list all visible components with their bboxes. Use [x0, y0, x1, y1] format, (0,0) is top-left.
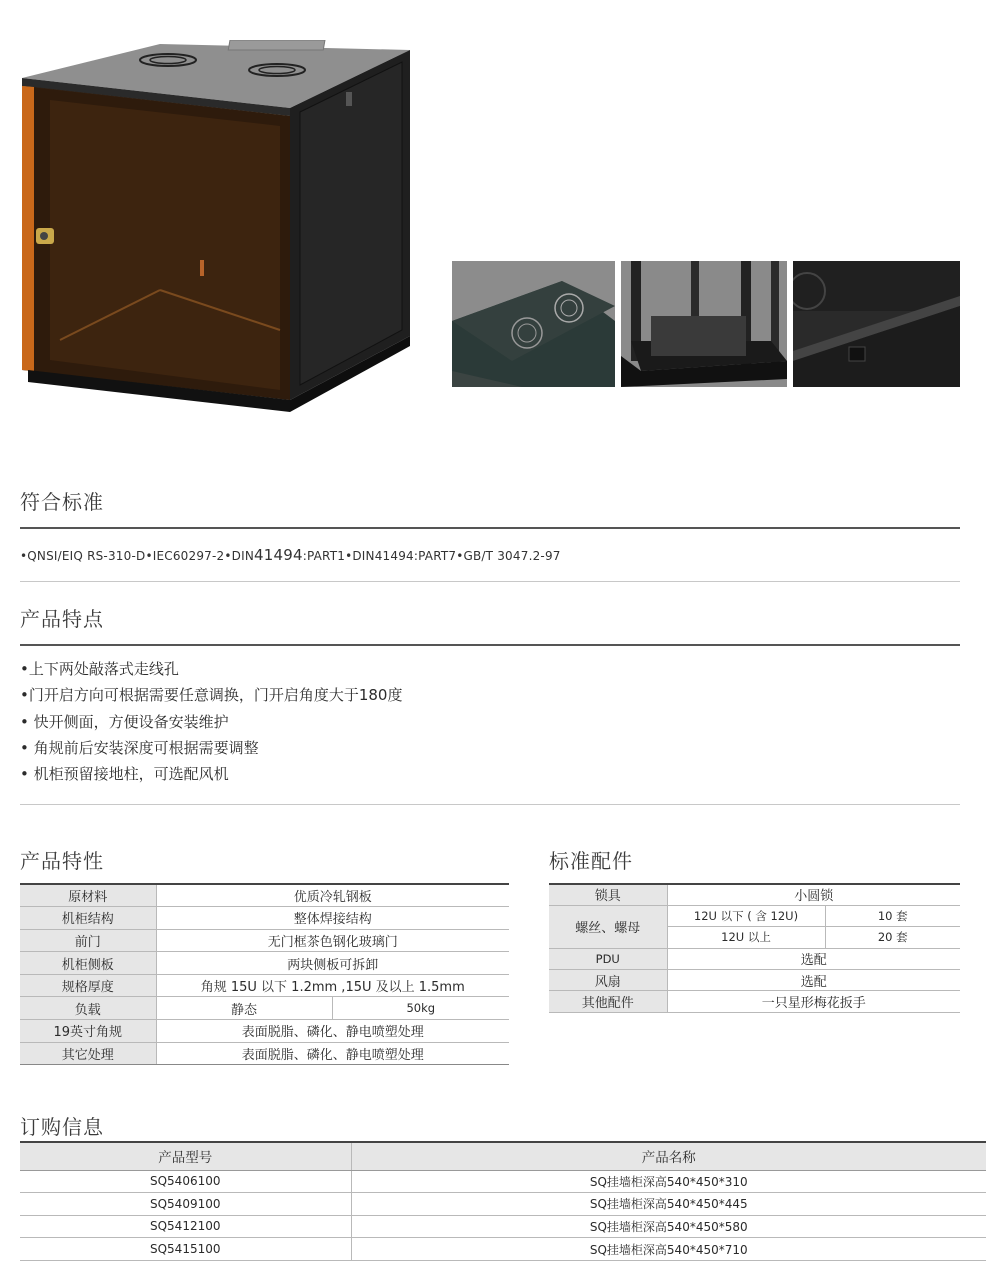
table-row [549, 970, 960, 991]
accessory-label: 锁具 [549, 884, 667, 905]
table-row [20, 952, 509, 975]
property-value: 角规 15U 以下 1.2mm ,15U 及以上 1.5mm [156, 974, 509, 997]
table-header-row [20, 1142, 986, 1170]
order-model: SQ5409100 [20, 1193, 351, 1216]
accessory-value: 小圆锁 [667, 884, 960, 905]
property-value: 表面脱脂、磷化、静电喷塑处理 [156, 1020, 509, 1043]
detail-image-frame [621, 261, 787, 387]
property-value: 优质冷轧钢板 [156, 884, 509, 907]
property-label: 原材料 [20, 884, 156, 907]
table-row [20, 1215, 986, 1238]
divider [20, 804, 960, 805]
property-value: 两块侧板可拆卸 [156, 952, 509, 975]
standards-text-a: •QNSI/EIQ RS-310-D•IEC60297-2•DIN [20, 549, 254, 563]
table-row [20, 884, 509, 907]
ordering-title: 订购信息 [20, 1115, 104, 1139]
order-model: SQ5406100 [20, 1170, 351, 1193]
column-header-model: 产品型号 [20, 1142, 351, 1170]
properties-table [20, 883, 509, 1065]
feature-item: • 快开侧面，方便设备安装维护 [20, 712, 229, 731]
detail-image-top-fans [452, 261, 615, 387]
feature-item: • 角规前后安装深度可根据需要调整 [20, 738, 259, 757]
accessory-value: 20 套 [825, 927, 960, 948]
order-model: SQ5412100 [20, 1215, 351, 1238]
order-model: SQ5415100 [20, 1238, 351, 1261]
standards-text-b: 41494 [254, 546, 303, 564]
table-row [20, 1193, 986, 1216]
order-name: SQ挂墙柜深高540*450*710 [351, 1238, 986, 1261]
accessory-value: 选配 [667, 970, 960, 991]
accessories-table [549, 883, 960, 1013]
standards-title: 符合标准 [20, 490, 104, 514]
accessory-label: PDU [549, 948, 667, 969]
cabinet-main-image [20, 40, 420, 420]
column-header-name: 产品名称 [351, 1142, 986, 1170]
property-value: 整体焊接结构 [156, 907, 509, 930]
table-row [549, 991, 960, 1012]
accessory-value: 一只星形梅花扳手 [667, 991, 960, 1012]
order-name: SQ挂墙柜深高540*450*580 [351, 1215, 986, 1238]
accessories-title: 标准配件 [549, 849, 633, 873]
standards-list [20, 546, 561, 564]
property-label: 规格厚度 [20, 974, 156, 997]
accessory-value: 12U 以下 ( 含 12U) [667, 905, 825, 926]
standards-text-c: :PART1•DIN41494:PART7•GB/T 3047.2-97 [302, 549, 561, 563]
property-label: 其它处理 [20, 1042, 156, 1065]
accessory-label: 风扇 [549, 970, 667, 991]
feature-item: • 机柜预留接地柱，可选配风机 [20, 765, 229, 784]
accessory-value: 10 套 [825, 905, 960, 926]
order-name: SQ挂墙柜深高540*450*310 [351, 1170, 986, 1193]
accessory-value: 12U 以上 [667, 927, 825, 948]
property-value: 表面脱脂、磷化、静电喷塑处理 [156, 1042, 509, 1065]
features-title: 产品特点 [20, 607, 104, 631]
properties-title: 产品特性 [20, 849, 104, 873]
property-label: 19英寸角规 [20, 1020, 156, 1043]
table-row [20, 929, 509, 952]
table-row [20, 1020, 509, 1043]
table-row [549, 905, 960, 926]
table-row [20, 1042, 509, 1065]
divider [20, 527, 960, 529]
property-label: 前门 [20, 929, 156, 952]
property-value: 静态 [156, 997, 332, 1020]
property-label: 负载 [20, 997, 156, 1020]
detail-image-side-vents [793, 261, 960, 387]
ordering-table [20, 1141, 986, 1261]
table-row [549, 884, 960, 905]
property-value: 无门框茶色钢化玻璃门 [156, 929, 509, 952]
accessory-label: 其他配件 [549, 991, 667, 1012]
property-label: 机柜侧板 [20, 952, 156, 975]
divider [20, 581, 960, 582]
property-value: 50kg [332, 997, 509, 1020]
property-label: 机柜结构 [20, 907, 156, 930]
features-list [20, 656, 402, 787]
table-row [20, 1170, 986, 1193]
table-row [20, 1238, 986, 1261]
order-name: SQ挂墙柜深高540*450*445 [351, 1193, 986, 1216]
accessory-value: 选配 [667, 948, 960, 969]
accessory-label: 螺丝、螺母 [549, 905, 667, 948]
table-row [549, 948, 960, 969]
divider [20, 644, 960, 646]
feature-item: •门开启方向可根据需要任意调换，门开启角度大于180度 [20, 686, 403, 705]
table-row [20, 997, 509, 1020]
table-row [20, 907, 509, 930]
feature-item: •上下两处敲落式走线孔 [20, 660, 179, 678]
table-row [20, 974, 509, 997]
